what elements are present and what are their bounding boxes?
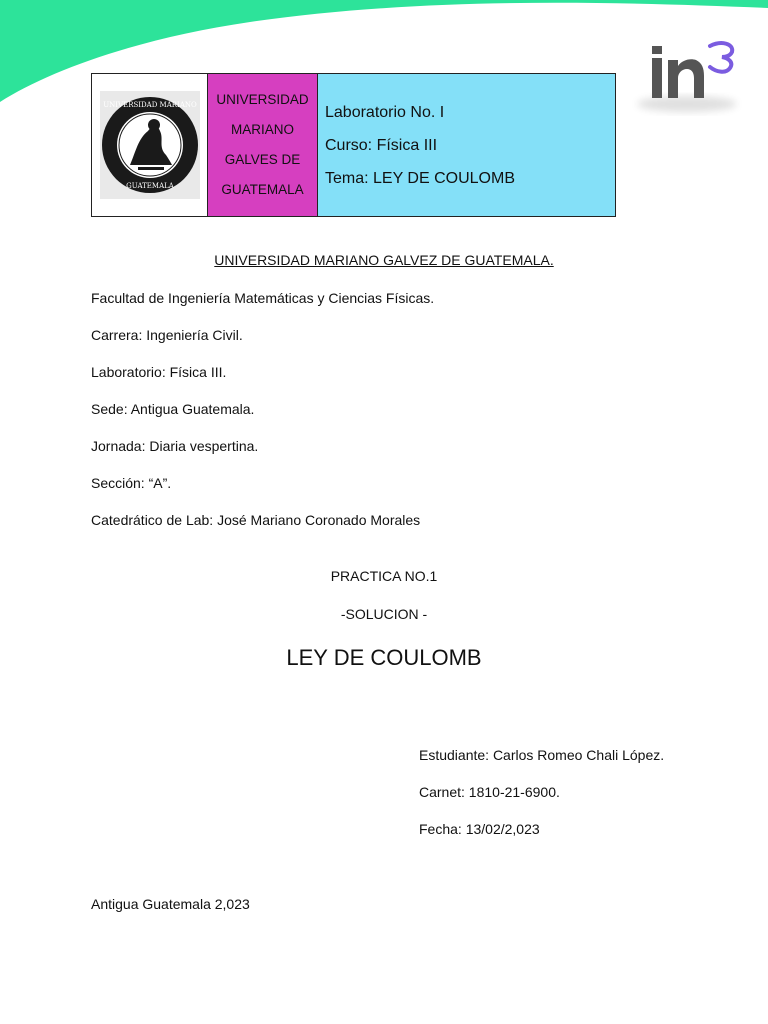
university-line-3: GALVES DE <box>224 152 301 167</box>
footer-location-year: Antigua Guatemala 2,023 <box>91 896 250 912</box>
carnet-line: Carnet: 1810-21-6900. <box>419 784 560 800</box>
section-line: Sección: “A”. <box>91 475 172 491</box>
lab-number: Laboratorio No. I <box>325 103 445 121</box>
career-line: Carrera: Ingeniería Civil. <box>91 327 243 343</box>
document-title: LEY DE COULOMB <box>286 645 482 670</box>
solution-label: -SOLUCION - <box>340 606 428 622</box>
university-line-1: UNIVERSIDAD <box>216 92 309 107</box>
svg-text:UNIVERSIDAD MARIANO: UNIVERSIDAD MARIANO <box>102 101 197 109</box>
student-line: Estudiante: Carlos Romeo Chali López. <box>419 747 665 763</box>
in3-logo <box>632 36 752 116</box>
svg-text:GUATEMALA: GUATEMALA <box>125 182 174 190</box>
university-line-2: MARIANO <box>230 122 294 137</box>
professor-line: Catedrático de Lab: José Mariano Coronado Morales <box>91 512 421 528</box>
course-info-cell <box>318 74 615 216</box>
campus-line: Sede: Antigua Guatemala. <box>91 401 255 417</box>
course-name: Curso: Física III <box>325 136 438 154</box>
university-heading: UNIVERSIDAD MARIANO GALVEZ DE GUATEMALA. <box>214 252 554 268</box>
schedule-line: Jornada: Diaria vespertina. <box>91 438 259 454</box>
university-seal-icon <box>100 91 200 199</box>
practice-number: PRACTICA NO.1 <box>330 568 438 584</box>
faculty-line: Facultad de Ingeniería Matemáticas y Ciencias Físicas. <box>91 290 435 306</box>
university-seal-cell <box>92 74 208 216</box>
laboratory-line: Laboratorio: Física III. <box>91 364 227 380</box>
university-line-4: GUATEMALA <box>221 182 304 197</box>
topic-name: Tema: LEY DE COULOMB <box>325 169 515 187</box>
date-line: Fecha: 13/02/2,023 <box>419 821 540 837</box>
header-table <box>91 73 616 217</box>
university-name-cell <box>208 74 318 216</box>
